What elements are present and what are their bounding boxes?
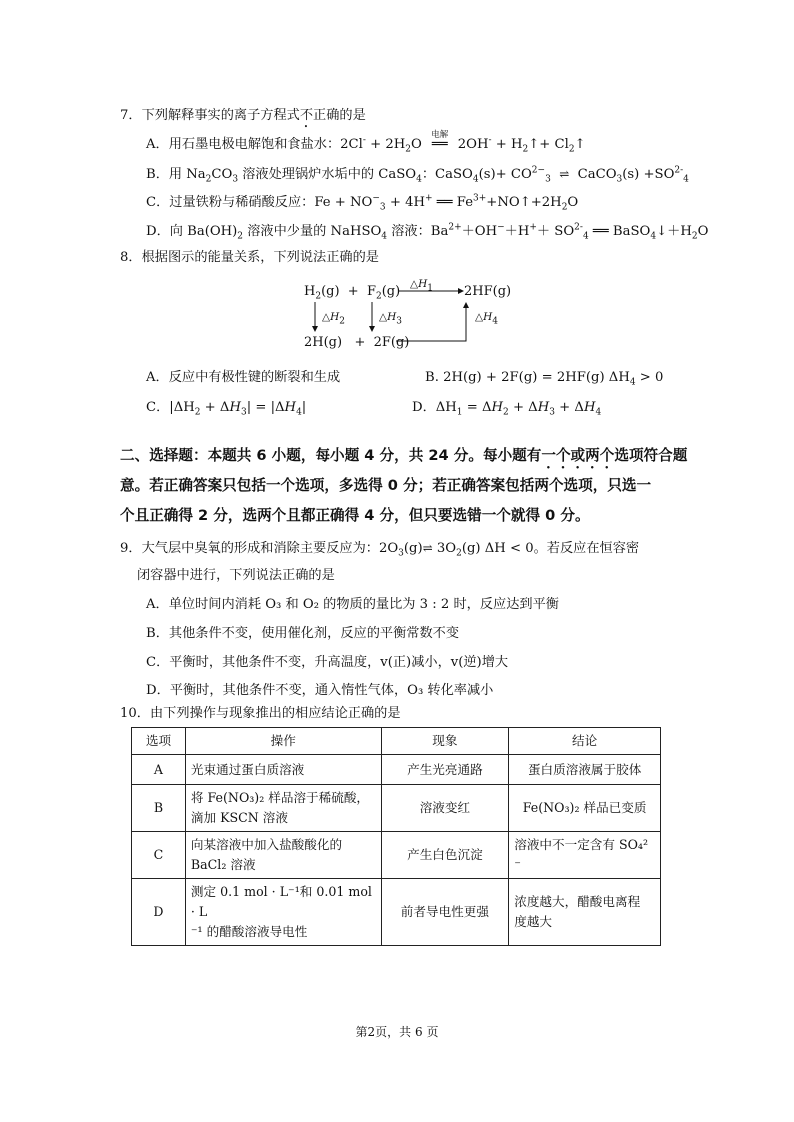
row-conclusion: 浓度越大，醋酸电离程 度越大 — [509, 879, 661, 946]
section2-line1: 二、选择题：本题共 6 小题，每小题 4 分，共 24 分。每小题有一个或两个选项符合题 — [120, 447, 688, 464]
page-footer: 第2页，共 6 页 — [355, 1025, 439, 1039]
table-row — [132, 785, 661, 832]
diagram-reactants: $H_2(g) + F_2(g)$ — [304, 284, 401, 302]
row-conclusion: Fe(NO₃)₂ 样品已变质 — [509, 785, 661, 832]
dh4-label: $\triangle H_4$ — [475, 311, 498, 327]
row-option: A — [132, 755, 186, 785]
q10-stem: 10．由下列操作与现象推出的相应结论正确的是 — [120, 706, 401, 721]
table-row — [132, 832, 661, 879]
row-phenomenon: 产生白色沉淀 — [381, 832, 509, 879]
q9-option-b: B．其他条件不变，使用催化剂，反应的平衡常数不变 — [146, 626, 460, 641]
q9-stem-line1: 9．大气层中臭氧的形成和消除主要反应为：$2O_3(g)\rightleftharpoons$ $3O_2(g) \Delta H < 0$。若反应在恒容密 — [120, 541, 640, 559]
q8-option-b: B. 2H(g) + 2F(g) = 2HF(g) $\Delta H_4 > 0$ — [425, 370, 664, 388]
section2-line3: 个且正确得 2 分，选两个且都正确得 4 分，但只要选错一个就得 0 分。 — [120, 507, 590, 524]
q8-stem: 8．根据图示的能量关系，下列说法正确的是 — [120, 250, 379, 265]
q9-option-d: D．平衡时，其他条件不变，通入惰性气体，O₃ 转化率减小 — [146, 683, 494, 698]
row-phenomenon: 产生光亮通路 — [381, 755, 509, 785]
q7-option-b: B．用 $Na_2CO_3$ 溶液处理锅炉水垢中的 CaSO$_4$：CaSO$_4$(s)+ $CO^{2-}_3$ ⇌ CaCO$_3$(s) $+SO^{2-}_4$ — [146, 165, 689, 185]
row-operation: 向某溶液中加入盐酸酸化的 BaCl₂ 溶液 — [185, 832, 381, 879]
header-conclusion: 结论 — [509, 728, 661, 755]
dh2-label: $\triangle H_2$ — [322, 311, 345, 327]
dh1-label: $\triangle H_1$ — [410, 278, 433, 294]
row-option: B — [132, 785, 186, 832]
dh1-arrow — [394, 284, 464, 302]
q7-option-c: C．过量铁粉与稀硝酸反应：$Fe + NO^-_3 + 4H^+$ ══ $Fe^{3+}+NO↑+2H_2O$ — [146, 193, 579, 213]
row-operation: 将 Fe(NO₃)₂ 样品溶于稀硫酸， 滴加 KSCN 溶液 — [185, 785, 381, 832]
q9-stem-line2: 闭容器中进行，下列说法正确的是 — [137, 568, 335, 583]
q8-option-c: C．$|\Delta H_2 + \Delta H_3| = |\Delta H_4|$ — [146, 400, 307, 418]
header-operation: 操作 — [185, 728, 381, 755]
row-conclusion: 溶液中不一定含有 SO₄² ⁻ — [509, 832, 661, 879]
section2-line2: 意。若正确答案只包括一个选项，多选得 0 分；若正确答案包括两个选项，只选一 — [120, 477, 652, 494]
header-option: 选项 — [132, 728, 186, 755]
row-option: C — [132, 832, 186, 879]
q8-option-a: A．反应中有极性键的断裂和生成 — [146, 370, 341, 385]
table-row — [132, 755, 661, 785]
row-phenomenon: 溶液变红 — [381, 785, 509, 832]
diagram-product: 2HF(g) — [464, 284, 512, 299]
row-operation: 测定 0.1 mol · L⁻¹和 0.01 mol · L ⁻¹ 的醋酸溶液导电性 — [185, 879, 381, 946]
q7-option-d: D．向 $Ba(OH)_2$ 溶液中少量的 NaHSO$_4$ 溶液：$Ba^{2+}+OH^-+H^++ SO^{2-}_4$ ══ $BaSO_4↓+H_2O$ — [146, 222, 709, 242]
q10-table — [131, 727, 661, 946]
dh3-label: $\triangle H_3$ — [379, 311, 402, 327]
q9-option-c: C．平衡时，其他条件不变，升高温度，v(正)减小，v(逆)增大 — [146, 655, 509, 670]
diagram-atoms: 2H(g) + 2F(g) — [304, 335, 410, 350]
dh3-arrow — [366, 302, 378, 332]
row-phenomenon: 前者导电性更强 — [381, 879, 509, 946]
row-conclusion: 蛋白质溶液属于胶体 — [509, 755, 661, 785]
table-row — [132, 879, 661, 946]
row-operation: 光束通过蛋白质溶液 — [185, 755, 381, 785]
q7-option-a: A．用石墨电极电解饱和食盐水：$2Cl^- + 2H_2O$ 电解 ══ $2OH^- + H_2↑+$ $Cl_2↑$ — [146, 130, 586, 155]
header-phenomenon: 现象 — [381, 728, 509, 755]
table-header-row — [132, 728, 661, 755]
dh2-arrow — [309, 302, 321, 332]
q9-option-a: A．单位时间内消耗 O₃ 和 O₂ 的物质的量比为 3 : 2 时，反应达到平衡 — [146, 597, 559, 612]
row-option: D — [132, 879, 186, 946]
q8-option-d: D．$\Delta H_1 = \Delta H_2 + \Delta H_3 + \Delta H_4$ — [412, 400, 602, 418]
q7-stem: 7．下列解释事实的离子方程式不正确的是 — [120, 108, 366, 123]
